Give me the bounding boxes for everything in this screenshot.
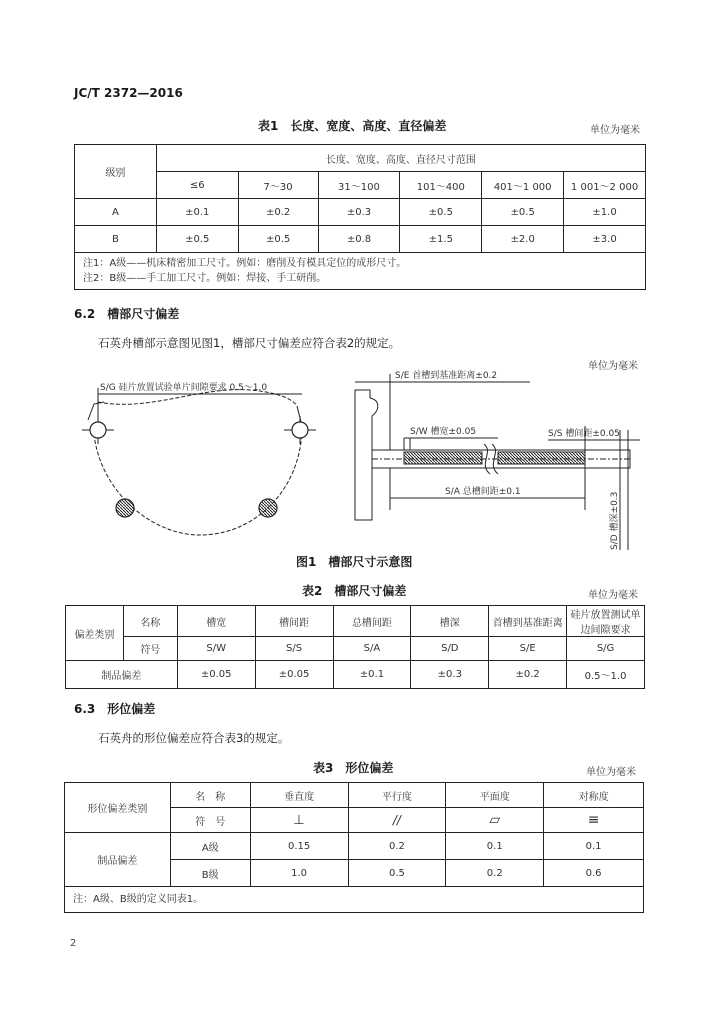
table1-cell: ±0.5: [482, 199, 564, 226]
table1-range: 7～30: [238, 172, 318, 199]
symmetry-icon: ≡: [544, 808, 644, 833]
section-6-3-text: 石英舟的形位偏差应符合表3的规定。: [98, 731, 290, 745]
table1-range: 101～400: [400, 172, 482, 199]
table2-name: 槽深: [411, 606, 489, 637]
table2-symbol: S/E: [489, 637, 567, 661]
table3-cell: 0.2: [348, 833, 446, 860]
figure1-diagram: [0, 360, 724, 560]
table2-cell: ±0.05: [255, 661, 333, 689]
table2-name: 槽间距: [255, 606, 333, 637]
flatness-icon: ▱: [446, 808, 544, 833]
table1-note2: 注2：B级——手工加工尺寸。例如：焊接、手工研削。: [83, 273, 327, 284]
rod-bottom-left: [116, 499, 134, 517]
figure1-caption: 图1 槽部尺寸示意图: [296, 555, 413, 569]
table1-cell: ±2.0: [482, 226, 564, 253]
table2-name: 槽宽: [177, 606, 255, 637]
table3-cell: 0.1: [544, 833, 644, 860]
label-sd: S/D 槽深±0.3: [610, 491, 620, 550]
table1-range: 1 001～2 000: [564, 172, 646, 199]
table1-cell: ±3.0: [564, 226, 646, 253]
table-row: [66, 661, 645, 689]
rod-hole-top-left: [90, 422, 106, 438]
table2-cell: ±0.1: [333, 661, 411, 689]
table3-name: 对称度: [544, 783, 644, 808]
table2-name-label: 名称: [123, 606, 177, 637]
table3-cell: 0.5: [348, 860, 446, 887]
table3-cell: 0.15: [250, 833, 348, 860]
table1-unit: 单位为毫米: [590, 125, 640, 136]
table2-symbol: S/S: [255, 637, 333, 661]
table1-notes: [75, 253, 646, 290]
boat-left-tip: [88, 402, 104, 420]
section-6-2-title: 6.2 槽部尺寸偏差: [74, 307, 180, 321]
table3-row-label: 制品偏差: [65, 833, 171, 887]
table3-name-label: 名 称: [170, 783, 250, 808]
table3-cell: 0.1: [446, 833, 544, 860]
table2-cell: ±0.2: [489, 661, 567, 689]
table-row: [75, 199, 646, 226]
section-6-2-text: 石英舟槽部示意图见图1，槽部尺寸偏差应符合表2的规定。: [98, 336, 401, 350]
table3-name: 平行度: [348, 783, 446, 808]
table1-cell: ±0.8: [318, 226, 400, 253]
table-row: [75, 226, 646, 253]
slot-teeth: [404, 444, 585, 474]
table1-cell: ±0.5: [156, 226, 238, 253]
table2-name: 总槽间距: [333, 606, 411, 637]
table3: [64, 782, 644, 913]
table1-grade-header: 级别: [75, 145, 157, 199]
table2-unit: 单位为毫米: [588, 590, 638, 601]
table2-caption: 表2 槽部尺寸偏差: [302, 584, 407, 598]
table1: [74, 144, 646, 290]
table2-name: 首槽到基准距离: [489, 606, 567, 637]
parallelism-icon: //: [348, 808, 446, 833]
table2-name: 硅片放置测试单边间隙要求: [567, 606, 645, 637]
table2-cell: 0.5～1.0: [567, 661, 645, 689]
table2-symbol-label: 符号: [123, 637, 177, 661]
table3-category-header: 形位偏差类别: [65, 783, 171, 833]
standard-number: JC/T 2372—2016: [74, 86, 183, 100]
table1-cell: ±0.1: [156, 199, 238, 226]
table3-cell: 0.6: [544, 860, 644, 887]
table1-cell: ±0.5: [238, 226, 318, 253]
table1-cell: ±0.3: [318, 199, 400, 226]
table1-range: 401～1 000: [482, 172, 564, 199]
label-sa: S/A 总槽间距±0.1: [445, 487, 521, 497]
table3-cell: 1.0: [250, 860, 348, 887]
table2-row-label: 制品偏差: [66, 661, 178, 689]
table1-cell: ±0.2: [238, 199, 318, 226]
boat-arc: [94, 430, 302, 535]
table3-note: 注：A级、B级的定义同表1。: [65, 887, 644, 913]
table2-category-header: 偏差类别: [66, 606, 124, 661]
page-number: 2: [70, 938, 77, 949]
table2-symbol: S/A: [333, 637, 411, 661]
table1-grade: B: [75, 226, 157, 253]
table1-range: ≤6: [156, 172, 238, 199]
table1-grade: A: [75, 199, 157, 226]
table3-grade-a: A级: [170, 833, 250, 860]
label-se: S/E 首槽到基准距离±0.2: [395, 371, 498, 381]
table1-range-header: 长度、宽度、高度、直径尺寸范围: [156, 145, 645, 172]
table1-caption: 表1 长度、宽度、高度、直径偏差: [258, 119, 447, 133]
table3-unit: 单位为毫米: [586, 767, 636, 778]
table2-symbol: S/G: [567, 637, 645, 661]
table3-cell: 0.2: [446, 860, 544, 887]
rod-hole-top-right: [292, 422, 308, 438]
table3-caption: 表3 形位偏差: [313, 761, 394, 775]
table2-symbol: S/D: [411, 637, 489, 661]
figure1-unit: 单位为毫米: [588, 361, 638, 372]
table2-cell: ±0.05: [177, 661, 255, 689]
section-6-3-title: 6.3 形位偏差: [74, 702, 156, 716]
table1-cell: ±1.5: [400, 226, 482, 253]
table3-symbol-label: 符 号: [170, 808, 250, 833]
perpendicularity-icon: ⊥: [250, 808, 348, 833]
label-sg: S/G 硅片放置试验单片间隙要求 0.5～1.0: [100, 383, 268, 393]
label-sw: S/W 槽宽±0.05: [410, 427, 477, 437]
table3-name: 垂直度: [250, 783, 348, 808]
table3-grade-b: B级: [170, 860, 250, 887]
table1-cell: ±1.0: [564, 199, 646, 226]
rod-bottom-right: [259, 499, 277, 517]
table1-note1: 注1：A级——机床精密加工尺寸。例如：磨削及有模具定位的成形尺寸。: [83, 258, 407, 269]
table1-cell: ±0.5: [400, 199, 482, 226]
label-ss: S/S 槽间距±0.05: [548, 429, 620, 439]
table-row: [65, 833, 644, 860]
table1-range: 31～100: [318, 172, 400, 199]
table2-cell: ±0.3: [411, 661, 489, 689]
table3-name: 平面度: [446, 783, 544, 808]
table2-symbol: S/W: [177, 637, 255, 661]
table2: [65, 605, 645, 689]
